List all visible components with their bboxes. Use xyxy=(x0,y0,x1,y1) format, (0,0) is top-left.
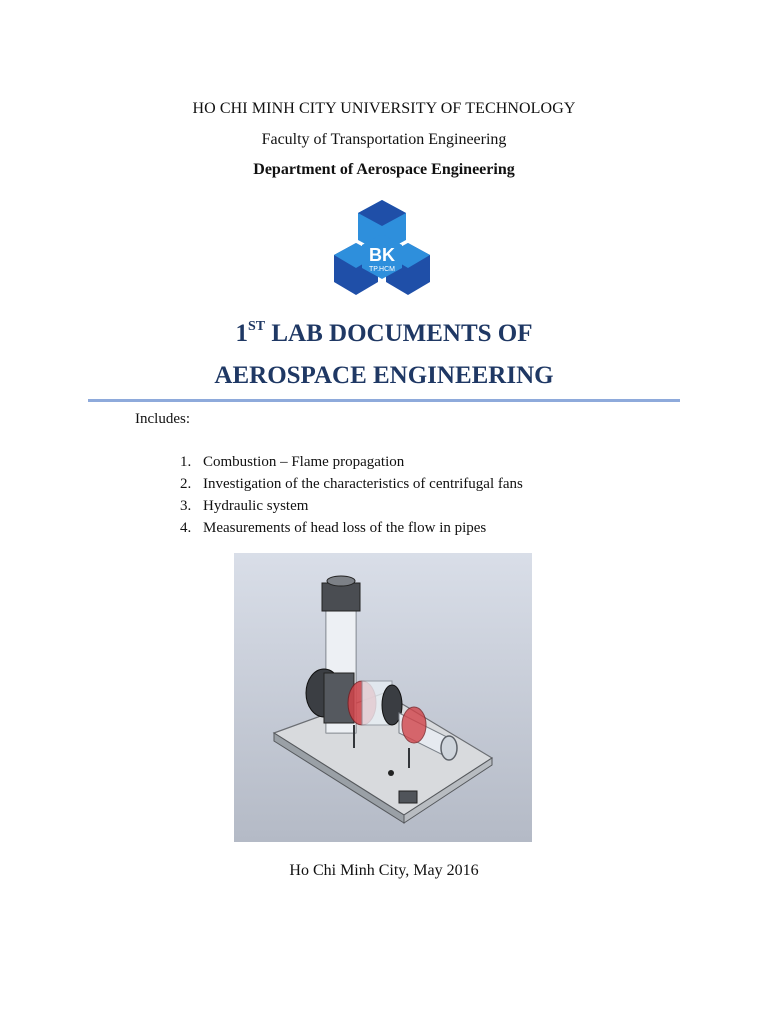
lab-topics-list xyxy=(180,452,523,540)
document-title-line2: AEROSPACE ENGINEERING xyxy=(214,362,554,389)
list-item: 4. Measurements of head loss of the flow in pipes xyxy=(180,520,487,536)
document-title-line1: 1ST LAB DOCUMENTS OF xyxy=(235,318,533,347)
title-divider xyxy=(88,399,680,402)
logo-text-main: BK xyxy=(369,245,395,265)
bk-university-logo xyxy=(332,198,432,298)
list-item: 1. Combustion – Flame propagation xyxy=(180,454,405,470)
date-line: Ho Chi Minh City, May 2016 xyxy=(289,862,479,879)
list-item: 3. Hydraulic system xyxy=(180,498,309,514)
faculty-name: Faculty of Transportation Engineering xyxy=(261,131,507,148)
lab-apparatus-image xyxy=(234,553,532,842)
includes-label: Includes: xyxy=(135,411,190,427)
department-name: Department of Aerospace Engineering xyxy=(253,161,515,178)
list-item: 2. Investigation of the characteristics of centrifugal fans xyxy=(180,476,523,492)
university-name: HO CHI MINH CITY UNIVERSITY OF TECHNOLOGY xyxy=(192,100,576,117)
logo-text-sub: TP.HCM xyxy=(369,266,395,273)
